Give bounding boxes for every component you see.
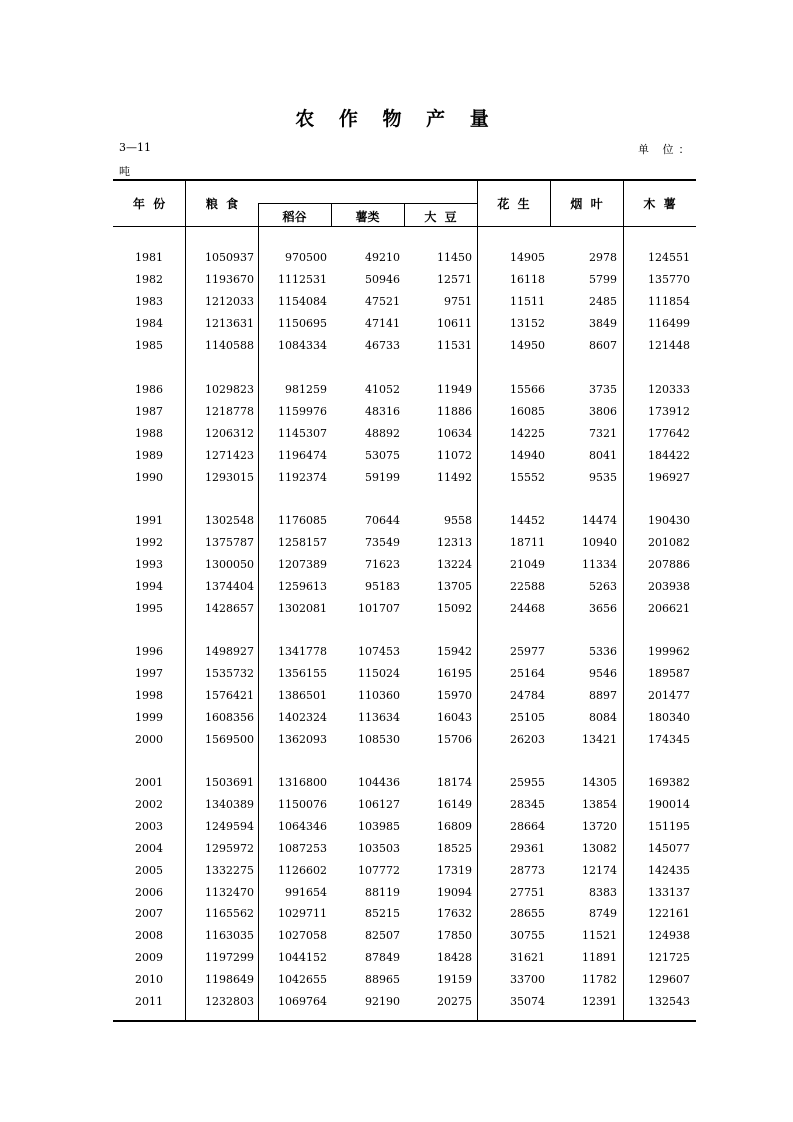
tobacco-value: 5263 (589, 579, 617, 593)
soybean-value: 15942 (437, 645, 472, 658)
year-cell: 1985 (135, 338, 163, 352)
peanut-value: 25977 (510, 645, 545, 658)
tubers-value: 49210 (365, 251, 400, 264)
year-cell: 1992 (135, 535, 163, 549)
peanut-value: 22588 (510, 579, 545, 593)
soybean-value: 20275 (437, 995, 472, 1008)
grain-value: 1218778 (205, 404, 254, 418)
rice-value: 1402324 (278, 710, 327, 724)
soybean-value: 19094 (437, 885, 472, 899)
rice-value: 1258157 (278, 535, 327, 549)
cassava-value: 201477 (648, 688, 690, 702)
peanut-value: 14950 (510, 338, 545, 352)
rice-value: 1316800 (278, 776, 327, 789)
grain-value: 1295972 (205, 841, 254, 855)
tobacco-value: 9546 (589, 666, 617, 680)
year-cell: 1997 (135, 666, 163, 680)
rice-value: 991654 (285, 885, 327, 899)
header-grain: 粮 食 (205, 197, 239, 211)
grain-value: 1212033 (205, 294, 254, 308)
soybean-value: 11072 (437, 448, 472, 462)
cassava-value: 180340 (648, 710, 690, 724)
tubers-value: 53075 (365, 448, 400, 462)
rice-value: 1386501 (278, 688, 327, 702)
soybean-value: 18428 (437, 951, 472, 965)
tubers-value: 47141 (365, 316, 400, 330)
cassava-value: 120333 (648, 383, 690, 396)
soybean-value: 13224 (437, 557, 472, 571)
tubers-value: 85215 (365, 907, 400, 921)
cassava-value: 122161 (648, 907, 690, 921)
table-row (0, 842, 793, 862)
cassava-value: 116499 (648, 316, 690, 330)
tubers-value: 101707 (358, 601, 400, 615)
rice-value: 1192374 (278, 470, 327, 484)
soybean-value: 16195 (437, 666, 472, 680)
grain-value: 1332275 (205, 863, 254, 877)
peanut-value: 27751 (510, 885, 545, 899)
tubers-value: 103503 (358, 841, 400, 855)
cassava-value: 190430 (648, 514, 690, 527)
table-row (0, 273, 793, 293)
table-row (0, 776, 793, 796)
tubers-value: 73549 (365, 535, 400, 549)
soybean-value: 17850 (437, 929, 472, 943)
year-cell: 2011 (135, 995, 163, 1008)
table-row (0, 907, 793, 927)
header-peanut: 花 生 (497, 197, 530, 211)
grain-value: 1535732 (205, 666, 254, 680)
rice-value: 1176085 (278, 514, 327, 527)
tobacco-value: 9535 (589, 470, 617, 484)
grain-value: 1608356 (205, 710, 254, 724)
rice-value: 1087253 (278, 841, 327, 855)
table-row (0, 471, 793, 491)
soybean-value: 11492 (437, 470, 472, 484)
grain-value: 1198649 (205, 973, 254, 987)
tubers-value: 106127 (358, 797, 400, 811)
peanut-value: 14940 (510, 448, 545, 462)
grain-value: 1569500 (205, 732, 254, 746)
peanut-value: 30755 (510, 929, 545, 943)
grain-value: 1206312 (205, 426, 254, 440)
year-cell: 1994 (135, 579, 163, 593)
cassava-value: 207886 (648, 557, 690, 571)
peanut-value: 16085 (510, 404, 545, 418)
cassava-value: 133137 (648, 885, 690, 899)
rice-value: 1069764 (278, 995, 327, 1008)
tubers-value: 82507 (365, 929, 400, 943)
tobacco-value: 5799 (589, 272, 617, 286)
table-row (0, 317, 793, 337)
year-cell: 2004 (135, 841, 163, 855)
grain-value: 1165562 (205, 907, 254, 921)
rice-value: 1302081 (278, 601, 327, 615)
cassava-value: 121448 (648, 338, 690, 352)
year-cell: 2003 (135, 819, 163, 833)
year-cell: 1990 (135, 470, 163, 484)
year-cell: 2008 (135, 929, 163, 943)
cassava-value: 196927 (648, 470, 690, 484)
peanut-value: 24784 (510, 688, 545, 702)
cassava-value: 129607 (648, 973, 690, 987)
grain-value: 1498927 (205, 645, 254, 658)
tobacco-value: 3735 (589, 383, 617, 396)
year-cell: 2000 (135, 732, 163, 746)
peanut-value: 35074 (510, 995, 545, 1008)
cassava-value: 151195 (648, 819, 690, 833)
tubers-value: 104436 (358, 776, 400, 789)
year-cell: 2002 (135, 797, 163, 811)
soybean-value: 15970 (437, 688, 472, 702)
grain-value: 1232803 (205, 995, 254, 1008)
tubers-value: 107453 (358, 645, 400, 658)
tubers-value: 70644 (365, 514, 400, 527)
year-cell: 1984 (135, 316, 163, 330)
year-cell: 1993 (135, 557, 163, 571)
grain-value: 1271423 (205, 448, 254, 462)
header-tubers: 薯类 (355, 210, 380, 224)
peanut-value: 29361 (510, 841, 545, 855)
table-row (0, 820, 793, 840)
peanut-value: 28664 (510, 819, 545, 833)
tubers-value: 71623 (365, 557, 400, 571)
cassava-value: 142435 (648, 863, 690, 877)
rice-value: 1356155 (278, 666, 327, 680)
table-row (0, 667, 793, 687)
soybean-value: 19159 (437, 973, 472, 987)
year-cell: 1996 (135, 645, 163, 658)
rice-value: 1027058 (278, 929, 327, 943)
cassava-value: 124938 (648, 929, 690, 943)
tobacco-value: 11521 (582, 929, 617, 943)
grain-value: 1340389 (205, 797, 254, 811)
tobacco-value: 14474 (582, 514, 617, 527)
soybean-value: 18525 (437, 841, 472, 855)
table-row (0, 602, 793, 622)
peanut-value: 14225 (510, 426, 545, 440)
table-row (0, 295, 793, 315)
soybean-value: 17632 (437, 907, 472, 921)
peanut-value: 21049 (510, 557, 545, 571)
cassava-value: 206621 (648, 601, 690, 615)
tobacco-value: 5336 (589, 645, 617, 658)
soybean-value: 10611 (437, 316, 472, 330)
table-row (0, 427, 793, 447)
cassava-value: 203938 (648, 579, 690, 593)
rice-value: 1154084 (278, 294, 327, 308)
unit-value: 吨 (119, 165, 130, 178)
rice-value: 1145307 (278, 426, 327, 440)
tobacco-value: 12174 (582, 863, 617, 877)
table-row (0, 251, 793, 271)
tubers-value: 108530 (358, 732, 400, 746)
soybean-value: 18174 (437, 776, 472, 789)
rice-value: 1196474 (278, 448, 327, 462)
tobacco-value: 8084 (589, 710, 617, 724)
unit-label: 单 位： (638, 143, 695, 156)
year-cell: 2006 (135, 885, 163, 899)
tobacco-value: 8607 (589, 338, 617, 352)
tobacco-value: 10940 (582, 535, 617, 549)
tobacco-value: 14305 (582, 776, 617, 789)
header-rice: 稻谷 (282, 210, 307, 224)
soybean-value: 12313 (437, 535, 472, 549)
rice-value: 1084334 (278, 338, 327, 352)
cassava-value: 190014 (648, 797, 690, 811)
soybean-value: 15092 (437, 601, 472, 615)
cassava-value: 135770 (648, 272, 690, 286)
cassava-value: 132543 (648, 995, 690, 1008)
tobacco-value: 13082 (582, 841, 617, 855)
tobacco-value: 3806 (589, 404, 617, 418)
tubers-value: 50946 (365, 272, 400, 286)
table-row (0, 951, 793, 971)
header-cassava: 木 薯 (643, 197, 676, 211)
soybean-value: 12571 (437, 272, 472, 286)
peanut-value: 25955 (510, 776, 545, 789)
year-cell: 1982 (135, 272, 163, 286)
year-cell: 2007 (135, 907, 163, 921)
year-cell: 1983 (135, 294, 163, 308)
tobacco-value: 3849 (589, 316, 617, 330)
soybean-value: 15706 (437, 732, 472, 746)
tobacco-value: 8749 (589, 907, 617, 921)
soybean-value: 11949 (437, 383, 472, 396)
rice-value: 1150076 (278, 797, 327, 811)
tobacco-value: 8041 (589, 448, 617, 462)
grain-value: 1163035 (205, 929, 254, 943)
soybean-value: 17319 (437, 863, 472, 877)
tubers-value: 41052 (365, 383, 400, 396)
grain-value: 1213631 (205, 316, 254, 330)
soybean-value: 16809 (437, 819, 472, 833)
table-row (0, 580, 793, 600)
grain-value: 1374404 (205, 579, 254, 593)
soybean-value: 16043 (437, 710, 472, 724)
peanut-value: 16118 (510, 272, 545, 286)
rice-value: 1044152 (278, 951, 327, 965)
table-row (0, 733, 793, 753)
year-cell: 1991 (135, 514, 163, 527)
tubers-value: 47521 (365, 294, 400, 308)
peanut-value: 25105 (510, 710, 545, 724)
grain-value: 1375787 (205, 535, 254, 549)
grain-value: 1428657 (205, 601, 254, 615)
header-year: 年 份 (132, 197, 166, 211)
tobacco-value: 13421 (582, 732, 617, 746)
rice-value: 1207389 (278, 557, 327, 571)
cassava-value: 173912 (648, 404, 690, 418)
tubers-value: 110360 (358, 688, 400, 702)
tobacco-value: 7321 (589, 426, 617, 440)
year-cell: 1989 (135, 448, 163, 462)
rice-value: 970500 (285, 251, 327, 264)
soybean-value: 9751 (444, 294, 472, 308)
tubers-value: 103985 (358, 819, 400, 833)
cassava-value: 174345 (648, 732, 690, 746)
tubers-value: 48892 (365, 426, 400, 440)
rice-value: 1150695 (278, 316, 327, 330)
peanut-value: 31621 (510, 951, 545, 965)
peanut-value: 15552 (510, 470, 545, 484)
tobacco-value: 12391 (582, 995, 617, 1008)
tubers-value: 88119 (365, 885, 400, 899)
year-cell: 1981 (135, 251, 163, 264)
tubers-value: 88965 (365, 973, 400, 987)
grain-value: 1302548 (205, 514, 254, 527)
tubers-value: 87849 (365, 951, 400, 965)
header-soybean: 大 豆 (424, 210, 457, 224)
peanut-value: 25164 (510, 666, 545, 680)
peanut-value: 14905 (510, 251, 545, 264)
grain-value: 1050937 (205, 251, 254, 264)
table-top-rule (113, 179, 696, 181)
year-cell: 1995 (135, 601, 163, 615)
rice-value: 1064346 (278, 819, 327, 833)
tobacco-value: 11334 (582, 557, 617, 571)
rice-value: 1042655 (278, 973, 327, 987)
table-row (0, 886, 793, 906)
table-row (0, 929, 793, 949)
cassava-value: 145077 (648, 841, 690, 855)
year-cell: 2001 (135, 776, 163, 789)
grain-value: 1029823 (205, 383, 254, 396)
year-cell: 2009 (135, 951, 163, 965)
soybean-value: 11886 (437, 404, 472, 418)
peanut-value: 18711 (510, 535, 545, 549)
year-cell: 2010 (135, 973, 163, 987)
table-row (0, 514, 793, 534)
header-tobacco: 烟 叶 (570, 197, 603, 211)
table-row (0, 405, 793, 425)
grain-value: 1132470 (205, 885, 254, 899)
tobacco-value: 8897 (589, 688, 617, 702)
peanut-value: 33700 (510, 973, 545, 987)
table-row (0, 864, 793, 884)
cassava-value: 121725 (648, 951, 690, 965)
grain-value: 1503691 (205, 776, 254, 789)
table-row (0, 339, 793, 359)
soybean-value: 10634 (437, 426, 472, 440)
year-cell: 1988 (135, 426, 163, 440)
peanut-value: 28655 (510, 907, 545, 921)
table-row (0, 798, 793, 818)
grain-value: 1300050 (205, 557, 254, 571)
tobacco-value: 2978 (589, 251, 617, 264)
cassava-value: 177642 (648, 426, 690, 440)
peanut-value: 28345 (510, 797, 545, 811)
soybean-value: 13705 (437, 579, 472, 593)
rice-value: 1259613 (278, 579, 327, 593)
year-cell: 1986 (135, 383, 163, 396)
tobacco-value: 2485 (589, 294, 617, 308)
soybean-value: 9558 (444, 514, 472, 527)
grain-value: 1140588 (205, 338, 254, 352)
tubers-value: 95183 (365, 579, 400, 593)
tobacco-value: 11782 (582, 973, 617, 987)
table-row (0, 383, 793, 403)
year-cell: 1998 (135, 688, 163, 702)
tubers-value: 92190 (365, 995, 400, 1008)
table-row (0, 536, 793, 556)
rice-value: 1159976 (278, 404, 327, 418)
table-bottom-rule (113, 1020, 696, 1022)
table-row (0, 973, 793, 993)
table-row (0, 995, 793, 1015)
rice-value: 981259 (285, 383, 327, 396)
soybean-value: 11531 (437, 338, 472, 352)
table-code: 3—11 (119, 141, 151, 154)
grain-value: 1576421 (205, 688, 254, 702)
tubers-value: 115024 (358, 666, 400, 680)
cassava-value: 189587 (648, 666, 690, 680)
rice-value: 1126602 (278, 863, 327, 877)
tobacco-value: 13720 (582, 819, 617, 833)
tobacco-value: 11891 (582, 951, 617, 965)
peanut-value: 24468 (510, 601, 545, 615)
soybean-value: 16149 (437, 797, 472, 811)
table-row (0, 558, 793, 578)
rice-value: 1362093 (278, 732, 327, 746)
soybean-value: 11450 (437, 251, 472, 264)
peanut-value: 15566 (510, 383, 545, 396)
table-row (0, 711, 793, 731)
tubers-value: 48316 (365, 404, 400, 418)
year-cell: 2005 (135, 863, 163, 877)
grain-value: 1249594 (205, 819, 254, 833)
year-cell: 1987 (135, 404, 163, 418)
grain-value: 1293015 (205, 470, 254, 484)
tobacco-value: 8383 (589, 885, 617, 899)
peanut-value: 13152 (510, 316, 545, 330)
tubers-value: 59199 (365, 470, 400, 484)
grain-value: 1193670 (205, 272, 254, 286)
rice-value: 1341778 (278, 645, 327, 658)
tubers-value: 46733 (365, 338, 400, 352)
peanut-value: 14452 (510, 514, 545, 527)
table-row (0, 449, 793, 469)
cassava-value: 184422 (648, 448, 690, 462)
cassava-value: 111854 (648, 294, 690, 308)
cassava-value: 169382 (648, 776, 690, 789)
year-cell: 1999 (135, 710, 163, 724)
page-title: 农 作 物 产 量 (295, 108, 498, 130)
table-row (0, 645, 793, 665)
rice-value: 1112531 (278, 272, 327, 286)
cassava-value: 124551 (648, 251, 690, 264)
tobacco-value: 3656 (589, 601, 617, 615)
peanut-value: 28773 (510, 863, 545, 877)
rice-value: 1029711 (278, 907, 327, 921)
tobacco-value: 13854 (582, 797, 617, 811)
peanut-value: 11511 (510, 294, 545, 308)
cassava-value: 199962 (648, 645, 690, 658)
tubers-value: 107772 (358, 863, 400, 877)
subheader-rule (258, 203, 477, 204)
table-row (0, 689, 793, 709)
peanut-value: 26203 (510, 732, 545, 746)
tubers-value: 113634 (358, 710, 400, 724)
cassava-value: 201082 (648, 535, 690, 549)
grain-value: 1197299 (205, 951, 254, 965)
